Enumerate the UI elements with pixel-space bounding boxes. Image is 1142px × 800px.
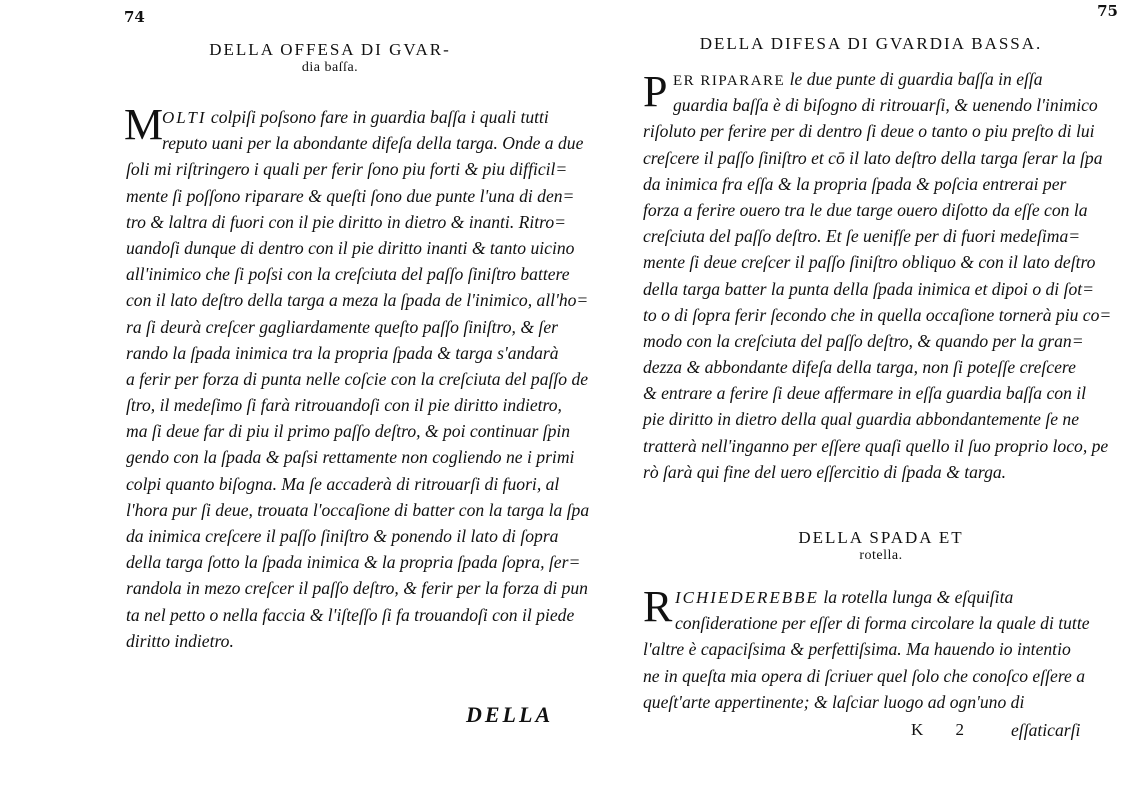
text-line: da inimica creſcere il paſſo ſiniſtro & ponendo il lato di ſopra <box>126 526 559 546</box>
right-page-number: 75 <box>1097 2 1118 20</box>
text-line: ma ſi deue far di piu il primo paſſo deſtro, & poi continuar ſpin <box>126 421 571 442</box>
text-line: a ferir per forza di punta nelle coſcie con la creſciuta del paſſo de <box>126 368 589 389</box>
text-line: to o di ſopra ferir ſecondo che in quella occaſione tornerà piu co= <box>643 304 1112 325</box>
right-heading-1: DELLA DIFESA DI GVARDIA BASSA. <box>699 34 1043 53</box>
text-line: con il lato deſtro della targa a meza la ſpada de l'inimico, all'ho= <box>126 290 589 311</box>
text-line: pie diritto in dietro della qual guardia abbondantemente ſe ne <box>643 409 1080 430</box>
text-line: all'inimico che ſi poſsi con la creſciuta del paſſo ſiniſtro battere <box>126 264 570 285</box>
right-dropcap-1: P <box>643 67 668 116</box>
text-line: ſoli mi riſtringero i quali per ferir ſono piu forti & piu difficil= <box>126 159 568 180</box>
right-heading-2-line1: DELLA SPADA ET <box>798 528 964 547</box>
text-line: guardia baſſa è di biſogno di ritrouarſi, & uenendo l'inimico <box>673 95 1098 116</box>
left-catchword: DELLA <box>466 702 554 727</box>
left-page-number: 74 <box>124 8 145 26</box>
text-line: creſcere il paſſo ſiniſtro et cō il lato deſtro della targa ſerar la ſpa <box>643 147 1103 168</box>
text-line: ne in queſta mia opera di ſcriuer quel ſolo che conoſco eſſere a <box>643 665 1086 686</box>
text-line: ſtro, il medeſimo ſi farà ritrouandoſi con il pie diritto indietro, <box>126 395 562 416</box>
text-line: rando la ſpada inimica tra la propria ſpada & targa s'andarà <box>126 342 559 363</box>
text-line: tratterà nell'inganno per eſſere quaſi quello il ſuo proprio loco, pe <box>643 435 1109 456</box>
text-line: della targa ſotto la ſpada inimica & la propria ſpada ſopra, ſer= <box>126 552 581 573</box>
text-line: le due punte di guardia baſſa in eſſa <box>789 69 1043 89</box>
text-line: da inimica fra eſſa & la propria ſpada & poſcia entrerai per <box>643 173 1067 194</box>
right-lead-caps-2: ICHIEDEREBBE <box>675 588 819 607</box>
right-lead-caps-1: ER RIPARARE <box>673 73 786 89</box>
text-line: mente ſi poſſono riparare & queſti ſono due punte l'una di den= <box>126 185 575 206</box>
text-line: ta nel petto o nella faccia & l'iſteſſo ſi fa trouandoſi con il piede <box>126 604 575 625</box>
text-line: l'hora pur ſi deue, trouata l'occaſione di batter con la targa la ſpa <box>126 499 590 520</box>
text-line: colpiſi poſsono fare in guardia baſſa i quali tutti <box>210 107 549 127</box>
text-line: l'altre è capaciſsima & perfettiſsima. Ma hauendo io intentio <box>643 639 1071 660</box>
text-line: la rotella lunga & eſquiſita <box>823 587 1014 607</box>
left-heading-line2: dia baſſa. <box>301 60 359 75</box>
right-body-text-1 <box>643 66 1141 485</box>
text-line: riſoluto per ferire per di dentro ſi deue o tanto o piu preſto di lui <box>643 121 1095 142</box>
text-line: rò ſarà qui fine del uero eſſercitio di ſpada & targa. <box>643 461 1007 482</box>
left-dropcap: M <box>124 100 164 149</box>
text-line: forza a ferire ouero tra le due targe ouero diſotto da eſſe con la <box>643 199 1088 220</box>
left-lead-caps: OLTI <box>162 108 207 127</box>
text-line: uandoſi dunque di dentro con il pie diritto inanti & tanto uicino <box>126 237 575 258</box>
text-line: randola in mezo creſcer il paſſo deſtro, & ferir per la forza di pun <box>126 578 588 599</box>
text-line: mente ſi deue creſcer il paſſo ſiniſtro obliquo & con il lato deſtro <box>643 252 1096 273</box>
signature-mark: K 2 <box>911 720 979 739</box>
right-heading-2-line2: rotella. <box>859 548 903 563</box>
text-line: colpi quanto biſogna. Ma ſe accaderà di ritrouarſi di fuori, al <box>126 473 560 494</box>
right-body-text-2 <box>643 584 1141 715</box>
text-line: diritto indietro. <box>126 630 234 651</box>
text-line: conſideratione per eſſer di forma circolare la quale di tutte <box>675 613 1090 634</box>
text-line: della targa batter la punta della ſpada inimica et dipoi o di ſot= <box>643 278 1095 299</box>
text-line: queſt'arte appertinente; & laſciar luogo ad ogn'uno di <box>643 691 1025 712</box>
text-line: ra ſi deurà creſcer gagliardamente queſto paſſo ſiniſtro, & ſer <box>126 316 558 337</box>
right-page <box>571 0 1142 800</box>
left-body-text <box>124 100 590 654</box>
text-line: creſciuta del paſſo deſtro. Et ſe uenifſe per di fuori medeſima= <box>643 226 1081 247</box>
left-heading-line1: DELLA OFFESA DI GVAR- <box>209 40 451 59</box>
text-line: gendo con la ſpada & paſsi rettamente non cogliendo ne i primi <box>126 447 575 468</box>
text-line: reputo uani per la abondante difeſa della targa. Onde a due <box>162 133 584 154</box>
right-catchword: eſſaticarſi <box>1011 720 1081 740</box>
left-heading <box>170 40 490 76</box>
text-line: modo con la creſciuta del paſſo deſtro, & quando per la gran= <box>643 330 1084 351</box>
text-line: & entrare a ferire ſi deue affermare in eſſa guardia baſſa con il <box>643 383 1087 404</box>
text-line: tro & laltra di fuori con il pie diritto in dietro & inanti. Ritro= <box>126 211 566 232</box>
right-heading-2 <box>731 528 1031 564</box>
right-dropcap-2: R <box>643 582 673 631</box>
text-line: dezza & abbondante difeſa della targa, non ſi poteſſe creſcere <box>643 357 1076 378</box>
